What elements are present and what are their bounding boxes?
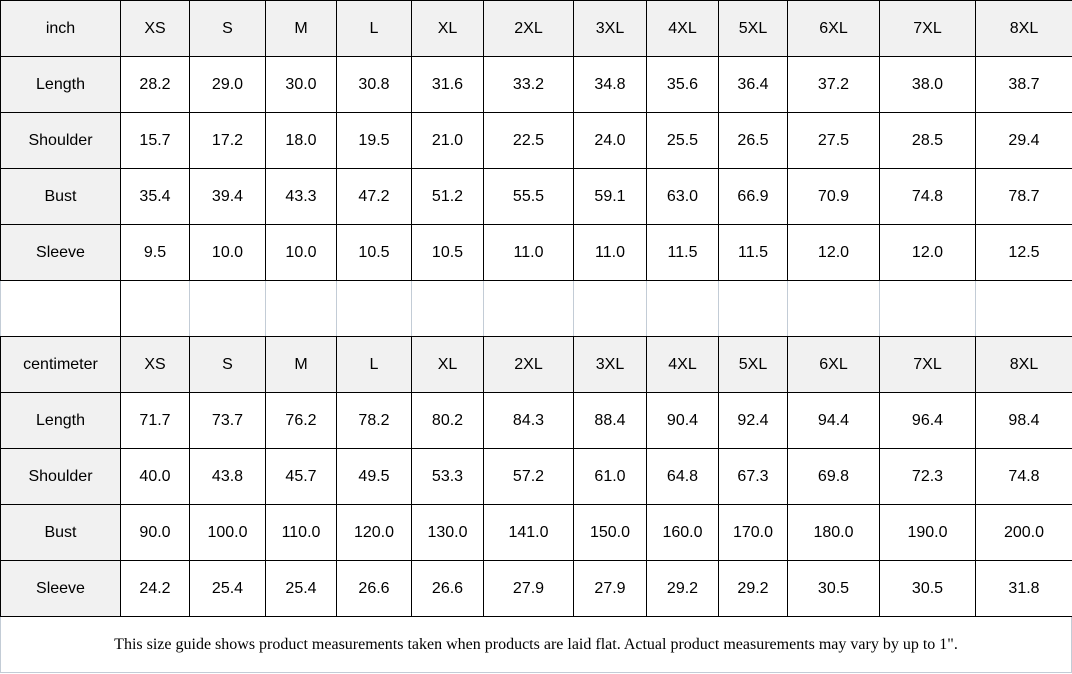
measurement-cell: 25.4 [266,561,337,617]
measurement-cell: 38.7 [976,57,1072,113]
size-header-cell: M [266,1,337,57]
spacer-cell [719,281,788,337]
measurement-cell: 12.5 [976,225,1072,281]
measurement-cell: 30.0 [266,57,337,113]
measurement-cell: 38.0 [880,57,976,113]
measurement-cell: 40.0 [121,449,190,505]
measurement-cell: 100.0 [190,505,266,561]
measurement-cell: 74.8 [976,449,1072,505]
inch-header-row [1,1,1072,57]
measurement-cell: 10.0 [266,225,337,281]
measurement-cell: 53.3 [412,449,484,505]
spacer-row [1,281,1072,337]
measurement-cell: 190.0 [880,505,976,561]
size-header-cell: 5XL [719,337,788,393]
measurement-cell: 12.0 [880,225,976,281]
measurement-cell: 130.0 [412,505,484,561]
size-guide-body [1,1,1072,617]
measurement-cell: 94.4 [788,393,880,449]
measurement-cell: 84.3 [484,393,574,449]
measurement-cell: 120.0 [337,505,412,561]
size-header-cell: 6XL [788,337,880,393]
size-header-cell: 3XL [574,1,647,57]
measurement-cell: 30.5 [880,561,976,617]
measurement-cell: 90.0 [121,505,190,561]
spacer-cell [190,281,266,337]
measurement-cell: 28.5 [880,113,976,169]
size-header-cell: 8XL [976,337,1072,393]
measure-label-cell: Sleeve [1,225,121,281]
measurement-cell: 24.2 [121,561,190,617]
measurement-cell: 170.0 [719,505,788,561]
measurement-cell: 26.6 [337,561,412,617]
measurement-cell: 33.2 [484,57,574,113]
measurement-cell: 39.4 [190,169,266,225]
measurement-cell: 31.8 [976,561,1072,617]
spacer-cell [788,281,880,337]
measure-label-cell: Shoulder [1,449,121,505]
measurement-cell: 78.7 [976,169,1072,225]
unit-label-cell: centimeter [1,337,121,393]
spacer-cell [484,281,574,337]
measurement-cell: 67.3 [719,449,788,505]
measurement-cell: 18.0 [266,113,337,169]
measurement-cell: 43.3 [266,169,337,225]
measurement-cell: 35.4 [121,169,190,225]
measurement-cell: 61.0 [574,449,647,505]
measurement-cell: 15.7 [121,113,190,169]
measurement-cell: 10.5 [337,225,412,281]
measurement-cell: 110.0 [266,505,337,561]
measurement-cell: 30.8 [337,57,412,113]
size-header-cell: 2XL [484,1,574,57]
size-header-cell: 7XL [880,337,976,393]
measurement-cell: 90.4 [647,393,719,449]
spacer-cell [412,281,484,337]
measurement-cell: 11.5 [647,225,719,281]
size-header-cell: 4XL [647,1,719,57]
size-header-cell: 6XL [788,1,880,57]
measurement-cell: 141.0 [484,505,574,561]
measurement-cell: 55.5 [484,169,574,225]
size-header-cell: 2XL [484,337,574,393]
measurement-cell: 27.9 [484,561,574,617]
measurement-cell: 28.2 [121,57,190,113]
spacer-cell [647,281,719,337]
measurement-cell: 37.2 [788,57,880,113]
measurement-row [1,505,1072,561]
centimeter-header-row [1,337,1072,393]
size-header-cell: 3XL [574,337,647,393]
size-header-cell: L [337,1,412,57]
measurement-cell: 35.6 [647,57,719,113]
measurement-cell: 25.5 [647,113,719,169]
measure-label-cell: Bust [1,169,121,225]
measurement-row [1,561,1072,617]
spacer-cell [266,281,337,337]
size-header-cell: XL [412,337,484,393]
measurement-cell: 180.0 [788,505,880,561]
measurement-cell: 34.8 [574,57,647,113]
measurement-cell: 11.0 [574,225,647,281]
size-header-cell: XS [121,337,190,393]
measurement-row [1,393,1072,449]
measurement-cell: 73.7 [190,393,266,449]
measurement-row [1,225,1072,281]
measurement-cell: 57.2 [484,449,574,505]
measurement-cell: 49.5 [337,449,412,505]
measurement-cell: 17.2 [190,113,266,169]
measurement-cell: 76.2 [266,393,337,449]
measurement-cell: 30.5 [788,561,880,617]
footer-note: This size guide shows product measurements taken when products are laid flat. Actual product measurements may vary by up to 1". [0,617,1072,673]
measurement-cell: 150.0 [574,505,647,561]
measurement-cell: 51.2 [412,169,484,225]
spacer-cell [976,281,1072,337]
measurement-cell: 12.0 [788,225,880,281]
measurement-cell: 72.3 [880,449,976,505]
measurement-cell: 74.8 [880,169,976,225]
measurement-cell: 24.0 [574,113,647,169]
measurement-cell: 71.7 [121,393,190,449]
measurement-cell: 29.2 [647,561,719,617]
spacer-cell [121,281,190,337]
measure-label-cell: Shoulder [1,113,121,169]
measurement-cell: 78.2 [337,393,412,449]
size-header-cell: 4XL [647,337,719,393]
measurement-row [1,449,1072,505]
measurement-cell: 19.5 [337,113,412,169]
measurement-cell: 160.0 [647,505,719,561]
measurement-cell: 66.9 [719,169,788,225]
spacer-cell [337,281,412,337]
measurement-cell: 10.0 [190,225,266,281]
measure-label-cell: Length [1,57,121,113]
size-header-cell: S [190,1,266,57]
measurement-cell: 25.4 [190,561,266,617]
measurement-cell: 10.5 [412,225,484,281]
unit-label-cell: inch [1,1,121,57]
size-header-cell: 8XL [976,1,1072,57]
measurement-cell: 47.2 [337,169,412,225]
measurement-cell: 22.5 [484,113,574,169]
measure-label-cell: Bust [1,505,121,561]
measurement-cell: 27.9 [574,561,647,617]
measurement-row [1,169,1072,225]
size-header-cell: S [190,337,266,393]
spacer-cell [574,281,647,337]
size-header-cell: XS [121,1,190,57]
measurement-cell: 63.0 [647,169,719,225]
measurement-cell: 80.2 [412,393,484,449]
measurement-cell: 26.6 [412,561,484,617]
measurement-cell: 200.0 [976,505,1072,561]
measurement-cell: 11.0 [484,225,574,281]
measurement-cell: 29.4 [976,113,1072,169]
size-header-cell: XL [412,1,484,57]
measurement-cell: 11.5 [719,225,788,281]
spacer-cell [1,281,121,337]
measurement-cell: 69.8 [788,449,880,505]
measure-label-cell: Sleeve [1,561,121,617]
measurement-cell: 43.8 [190,449,266,505]
size-header-cell: 7XL [880,1,976,57]
measurement-cell: 59.1 [574,169,647,225]
measurement-cell: 31.6 [412,57,484,113]
size-header-cell: 5XL [719,1,788,57]
measurement-cell: 36.4 [719,57,788,113]
measurement-cell: 29.2 [719,561,788,617]
measurement-cell: 29.0 [190,57,266,113]
measurement-cell: 27.5 [788,113,880,169]
measurement-row [1,113,1072,169]
measurement-cell: 88.4 [574,393,647,449]
measurement-cell: 45.7 [266,449,337,505]
measurement-cell: 92.4 [719,393,788,449]
measurement-cell: 96.4 [880,393,976,449]
size-header-cell: M [266,337,337,393]
measurement-cell: 98.4 [976,393,1072,449]
measure-label-cell: Length [1,393,121,449]
measurement-row [1,57,1072,113]
measurement-cell: 9.5 [121,225,190,281]
measurement-cell: 70.9 [788,169,880,225]
measurement-cell: 21.0 [412,113,484,169]
measurement-cell: 64.8 [647,449,719,505]
measurement-cell: 26.5 [719,113,788,169]
spacer-cell [880,281,976,337]
size-header-cell: L [337,337,412,393]
